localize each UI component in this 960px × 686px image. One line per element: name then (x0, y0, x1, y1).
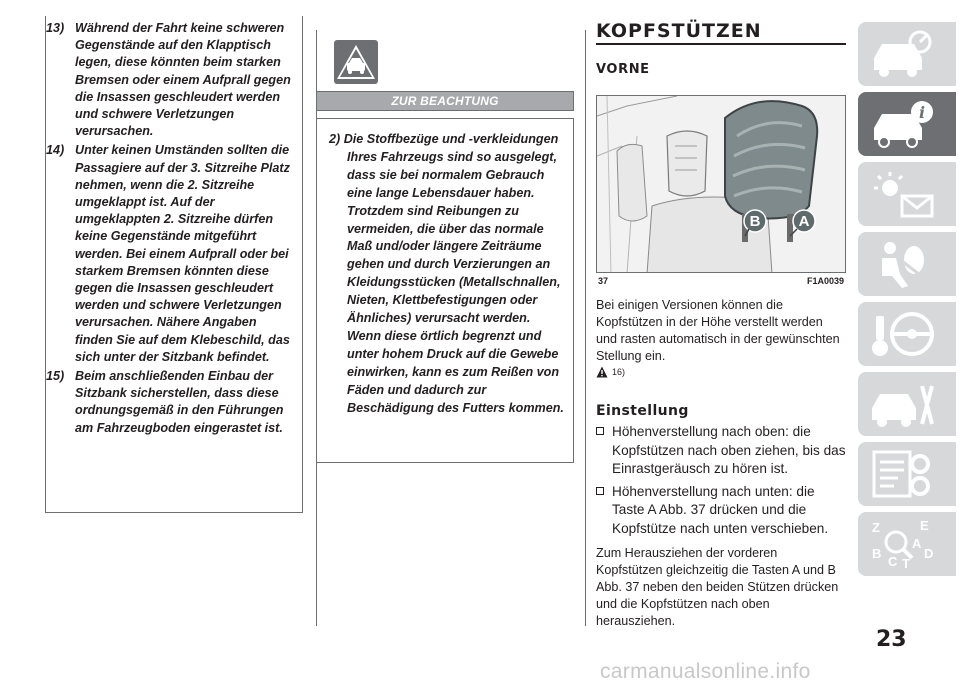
warning-note-14: 14) Unter keinen Umständen sollten die Passagiere auf der 3. Sitzreihe Platz nehmen, wenn die 2. Sitzreihe umgeklappt ist. Auf der umgeklappten 2. Sitzreihe dürfen keine Gegenstände mitgeführt werden. Bei einem Aufprall oder bei starkem Bremsen könnten diese gegen die Insassen geschleudert werden und schwere Verletzungen verursachen. Nähere Angaben finden Sie auf dem Klebeschild, das sich unter der Sitzbank befindet. (46, 143, 290, 364)
airbag-seat-person-icon (868, 238, 938, 290)
intro-paragraph: Bei einigen Versionen können die Kopfstützen in der Höhe verstellt werden und rasten automatisch in der gewünschten Stellung ein. (596, 298, 840, 363)
car-info-icon (868, 98, 938, 150)
svg-text:B: B (872, 546, 882, 561)
figure-number: 37 (598, 276, 609, 286)
section-title-adjustment: Einstellung (596, 403, 689, 419)
caution-note (329, 131, 565, 418)
bullet-square-icon (596, 487, 604, 495)
subtitle: VORNE (596, 62, 650, 77)
warning-lights-envelope-icon (868, 168, 938, 220)
adjustment-step-up: Höhenverstellung nach oben: die Kopfstützen nach oben ziehen, bis das Einrastgeräusch zu hören ist. (596, 423, 846, 479)
nav-tab-safety[interactable] (858, 232, 956, 296)
svg-text:i: i (918, 103, 926, 122)
nav-tab-index[interactable] (858, 512, 956, 576)
page-number: 23 (876, 627, 907, 652)
headrest-illustration (597, 96, 846, 273)
figure-label-b: B (749, 213, 761, 230)
warning-notes-list (46, 16, 302, 437)
caution-note-number: 2) (329, 132, 341, 146)
footer-watermark: carmanualsonline.info (600, 660, 811, 683)
caution-note-text: Die Stoffbezüge und -verkleidungen Ihres Fahrzeugs sind so ausgelegt, dass sie bei normalem Gebrauch eine lange Lebensdauer haben. Trotzdem sind Reibungen zu vermeiden, die über das normale Maß und/oder längere Zeiträume gehen und durch Verzierungen an Kleidungsstücken (Metallschnallen, Nieten, Klettbefestigungen oder Ähnliches) verursacht werden. Wenn diese örtlich begrenzt und unter hohem Druck auf die Gewebe einwirken, kann es zum Reißen von Fäden und dadurch zur Beschädigung des Futters kommen. (343, 132, 564, 415)
nav-tab-maintenance[interactable] (858, 442, 956, 506)
nav-tab-dashboard[interactable] (858, 22, 956, 86)
nav-tab-vehicle-info[interactable] (858, 92, 956, 156)
warning-reference-number: 16) (612, 367, 626, 377)
figure-label-a: A (798, 213, 810, 230)
page-title: KOPFSTÜTZEN (596, 20, 762, 42)
svg-text:C: C (888, 554, 898, 569)
nav-tab-starting-driving[interactable] (858, 302, 956, 366)
removal-paragraph: Zum Herausziehen der vorderen Kopfstützen gleichzeitig die Tasten A und B Abb. 37 neben den beiden Stützen drücken und die Kopfstützen nach oben herausziehen. (596, 546, 839, 628)
technical-data-gears-icon (868, 448, 938, 500)
figure-headrest (596, 95, 846, 273)
adjustment-steps-list (596, 423, 846, 542)
car-dashboard-icon (868, 28, 938, 80)
title-underline (596, 43, 846, 45)
warning-triangle-icon (596, 366, 608, 378)
svg-text:E: E (920, 518, 929, 533)
warning-reference (596, 366, 625, 378)
caution-note-box (316, 118, 574, 463)
nav-tab-warnings[interactable] (858, 162, 956, 226)
svg-text:D: D (924, 546, 934, 561)
svg-text:A: A (912, 536, 922, 551)
svg-text:T: T (902, 556, 910, 570)
car-warning-triangle-icon (330, 36, 382, 88)
nav-tab-emergency[interactable] (858, 372, 956, 436)
svg-text:Z: Z (872, 520, 880, 535)
car-service-tools-icon (868, 378, 938, 430)
column-divider-2 (585, 30, 586, 626)
section-heading-caution: ZUR BEACHTUNG (316, 91, 574, 111)
warning-note-15: 15) Beim anschließenden Einbau der Sitzbank sicherstellen, dass diese ordnungsgemäß in den Führungen am Fahrzeugboden eingerastet ist. (46, 369, 284, 435)
figure-code: F1A0039 (806, 276, 844, 286)
adjustment-step-down: Höhenverstellung nach unten: die Taste A Abb. 37 drücken und die Kopfstütze nach unten verschieben. (596, 483, 846, 539)
alphabetical-index-icon (868, 518, 938, 570)
warning-notes-box (45, 16, 303, 513)
bullet-square-icon (596, 427, 604, 435)
steering-wheel-key-icon (868, 308, 938, 360)
warning-note-13: 13) Während der Fahrt keine schweren Gegenstände auf den Klapptisch legen, diese könnten beim starken Bremsen oder einem Aufprall gegen die Insassen geschleudert werden und schwere Verletzungen verursachen. (46, 21, 291, 139)
